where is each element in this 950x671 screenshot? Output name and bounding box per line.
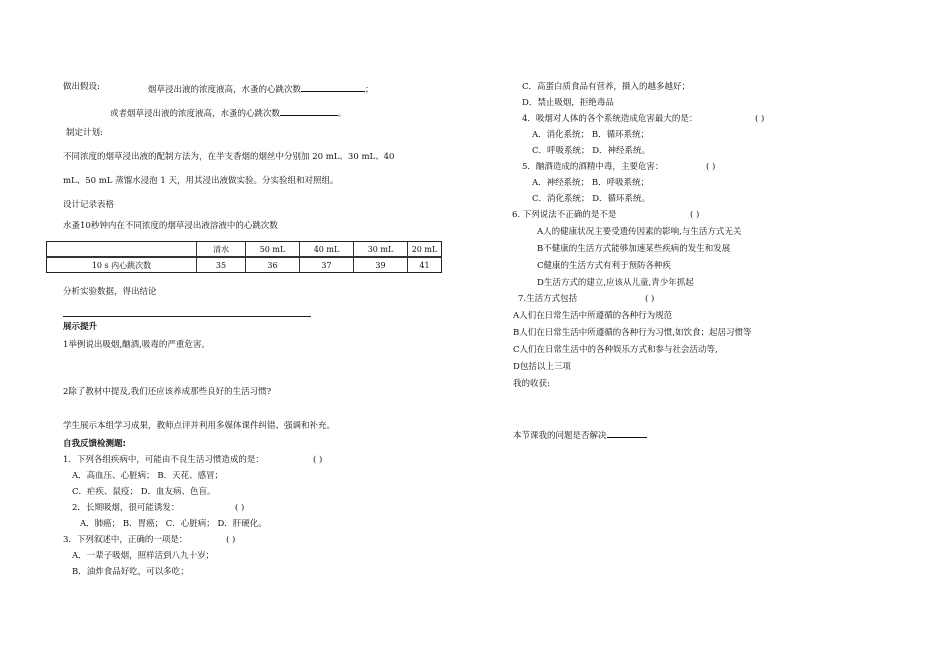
table-header-cell: 50 mL — [246, 242, 300, 258]
design-title: 设计记录表格 — [63, 200, 115, 210]
plan-title: 制定计划: — [66, 128, 103, 138]
option: C健康的生活方式有利于预防各种疾 — [537, 261, 672, 271]
answer-parens[interactable]: ( ) — [690, 210, 700, 220]
show-note: 学生展示本组学习成果，教师点评并利用多媒体课件纠错、强调和补充。 — [63, 421, 336, 431]
table-header-row — [47, 242, 442, 258]
question-5: 5．酗酒造成的酒精中毒，主要危害： — [522, 162, 664, 172]
answer-parens[interactable]: ( ) — [226, 535, 236, 545]
option: D包括以上三项 — [513, 362, 571, 372]
solved-question: 本节课我的问题是否解决 — [513, 428, 647, 442]
option: B人们在日常生活中所遵循的各种行为习惯,如饮食；起居习惯等 — [513, 328, 752, 338]
question-1: 1．下列各组疾病中，可能由不良生活习惯造成的是： — [63, 455, 264, 465]
answer-parens[interactable]: ( ) — [235, 503, 245, 513]
options: A．肺癌； B．胃癌； C．心脏病； D．肝硬化。 — [80, 519, 267, 529]
table-cell: 36 — [246, 257, 300, 273]
question-3: 3．下列叙述中，正确的一项是： — [63, 535, 188, 545]
answer-blank[interactable] — [301, 82, 365, 92]
section-title-self-check: 自我反馈检测题: — [63, 439, 126, 449]
section-title-show: 展示提升 — [63, 322, 98, 332]
answer-line[interactable] — [63, 316, 311, 317]
harvest-label: 我的收获: — [513, 379, 550, 389]
option: D生活方式的建立,应该从儿童,青少年抓起 — [537, 278, 694, 288]
option: B不健康的生活方式能够加速某些疾病的发生和发展 — [537, 244, 731, 254]
option: A．一辈子吸烟，照样活到八九十岁； — [72, 551, 215, 561]
options: A．高血压、心脏病； B．天花、感冒； — [72, 471, 224, 481]
options: A．消化系统； B．循环系统； — [532, 130, 650, 140]
question-6: 6. 下列说法不正确的是不是 — [512, 210, 617, 220]
show-question: 1举例说出吸烟,酗酒,吸毒的严重危害。 — [63, 340, 210, 350]
table-title: 水蚤10秒钟内在不同浓度的烟草浸出液溶液中的心跳次数 — [63, 221, 278, 231]
table-row-label: 10 s 内心跳次数 — [47, 257, 197, 273]
options: C．呼吸系统； D．神经系统。 — [532, 146, 651, 156]
option: C人们在日常生活中的各种娱乐方式和参与社会活动等, — [513, 345, 718, 355]
options: C．消化系统； D．循环系统。 — [532, 194, 651, 204]
answer-parens[interactable]: ( ) — [755, 114, 765, 124]
record-table — [46, 241, 442, 273]
answer-parens[interactable]: ( ) — [706, 162, 716, 172]
table-header-cell — [47, 242, 197, 258]
hypothesis-2: 或者烟草浸出液的浓度液高，水蚤的心跳次数 。 — [110, 106, 347, 120]
table-cell: 37 — [300, 257, 354, 273]
table-cell: 35 — [197, 257, 246, 273]
plan-line: 不同浓度的烟草浸出液的配制方法为，在半支香烟的烟丝中分别加 20 mL、30 mL、40 — [63, 152, 395, 162]
question-7: 7.生活方式包括 — [518, 294, 578, 304]
options: A．神经系统； B．呼吸系统； — [532, 178, 650, 188]
question-4: 4．吸烟对人体的各个系统造成危害最大的是： — [522, 114, 698, 124]
plan-line: mL、50 mL 蒸馏水浸泡 1 天，用其浸出液做实验。分实验组和对照组。 — [63, 176, 339, 186]
table-row — [47, 257, 442, 273]
answer-blank[interactable] — [607, 428, 647, 438]
answer-blank[interactable] — [280, 106, 338, 116]
table-header-cell: 30 mL — [354, 242, 408, 258]
hypothesis-label: 做出假设: — [63, 82, 100, 92]
table-header-cell: 20 mL — [408, 242, 442, 258]
answer-parens[interactable]: ( ) — [313, 455, 323, 465]
option: B．油炸食品好吃，可以多吃； — [72, 567, 189, 577]
option: A人的健康状况主要受遗传因素的影响,与生活方式无关 — [537, 227, 742, 237]
table-header-cell: 清水 — [197, 242, 246, 258]
show-question: 2除了教材中提及,我们还应该养成那些良好的生活习惯? — [63, 387, 272, 397]
table-cell: 41 — [408, 257, 442, 273]
option: C．高蛋白质食品有营养，摄入的越多越好； — [522, 82, 691, 92]
options: C．疟疾、鼠疫； D．血友病、色盲。 — [72, 487, 216, 497]
table-header-cell: 40 mL — [300, 242, 354, 258]
answer-parens[interactable]: ( ) — [645, 294, 655, 304]
question-2: 2．长期吸烟，很可能诱发： — [72, 503, 180, 513]
analysis-text: 分析实验数据，得出结论 — [63, 287, 157, 297]
table-cell: 39 — [354, 257, 408, 273]
hypothesis-1: 烟草浸出液的浓度液高，水蚤的心跳次数 ； — [148, 82, 374, 96]
option: D．禁止吸烟，拒绝毒品 — [522, 98, 614, 108]
option: A人们在日常生活中所遵循的各种行为规范 — [513, 311, 673, 321]
